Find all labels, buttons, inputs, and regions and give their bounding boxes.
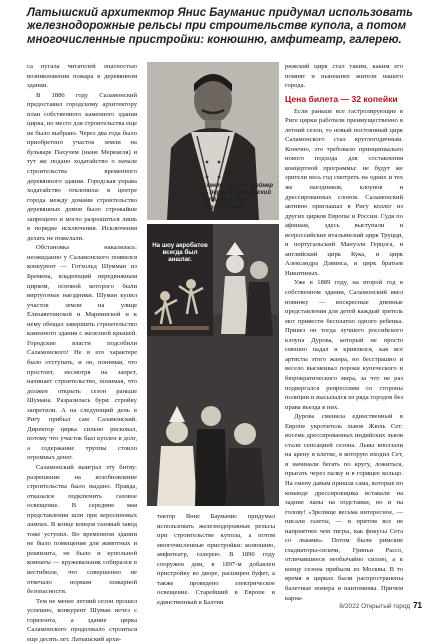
caption-performer: Ахмет Трофим Мейнер — первый латышский артист цирка Саламонского.: [202, 183, 273, 211]
lead-paragraph: Латышский архитектор Янис Бауманис придумал использовать железнодорожные рельсы при строительстве купола, а потом многочисленные пристройки: конюшню, амфитеатр, галерею.: [27, 7, 413, 46]
page-footer: [339, 601, 422, 610]
paragraph: рижский цирк стал таким, каким его помнят и нынешнее жители нашего города.: [285, 63, 403, 90]
paragraph: Саламонский выиграл эту битву: разрешение на возобновление строительства было выдано. Правда, отказался подключить газовое освещение. В середине мая представления шли при керосиновых лампах. В конце концов газовый завод тоже уступил. Во временном здании не было помещения для животных и реквизита, не было и купольной комнаты — кружевальник собирался в вестибюле, что совершенно не отвечало нормам пожарной безопасности.: [27, 463, 137, 596]
acrobat-poster-illustration: [147, 224, 213, 336]
paragraph: В 1886 году Саламонский предоставил городскому архитектору план собственного каменного здания цирка, но место для строительства еще не было выбрано. Через два года было приобретено участок земли на бульваре Пахучем (ныне Мерккеля) и тут же подано ходатайство о начале строительства временного деревянного здания. Городская управа ходатайство отклонила: в центре города между домами строительство деревянных домов было строжайше запрещено и могло разрешиться лишь в порядке исключения. Исключения делать не пожелали.: [27, 91, 137, 242]
photo-circus-trio: [147, 336, 279, 506]
caption-acrobats: На шоу акробатов всегда был аншлаг.: [152, 242, 208, 264]
article-column-right: [285, 62, 403, 602]
section-heading: Цена билета — 32 копейки: [285, 93, 398, 104]
circus-trio-illustration: [147, 336, 279, 506]
page-number: 71: [413, 601, 422, 610]
photo-acrobat-poster: [147, 224, 213, 336]
paragraph: Обстановка накалялась: неожиданно у Саламонского появился конкурент — Готхольд Шумман из Бремена, владеющий передвижным цирком, основой которого были виртуозные наездники. Шуман купил участок земли на улице Елизаветинской и Мариинской и к нему обещал завершить строительство каменного здания с железной крышей. Городские власти подсобили Саламонского! Не в его характере было отступать, и он, понимая, что простоит, несмотря на запрет, начинает строительство, понимая, что должен открыть сезон раньше Шумана. Разразилась буря: стройку запретили. А на следующий день в Ригу прибыл сам Саламонский. Директор цирка сильно рисковал, потому что участок был куплен в долг, а содержание труппы стоило огромных денег.: [27, 244, 137, 462]
paragraph: Уже в 1889 году, на второй год в собственном здании, Саламонский ввел новинку — воскресные дневные представления для детей каждый зритель мог привести бесплатно одного ребенка. Привез он тогда лучшего российского клоуна Дурова, который не просто смешно падал и кривлялся, как все артисты этого жанра, но бесстрашно и весело высмеивал пороки купеческого и бюрократического мира, за что не раз подвергался репрессиям со стороны полиции и высылался из ряда городов без права въезда в них.: [285, 279, 403, 411]
article-column-left: [27, 62, 137, 643]
paragraph: Дурова сменила единственный в Европе укротитель львов Жюль Сет: восемь дрессированных индийских львов стали сенсацией сезона. Львы вползали на арену в клетке, в которую входил Сет, и начинали бегать по кругу, ложиться, прыгать через палку и в горящее кольцо. На смену дамам пришла сама, которые по команде дрессировщика вставали на задние лапы на подставки, но и на голову! «Зрелище весьма интересное, — писали газеты, — и притом все не наприятнее чем тигры, как фокусы Сета со львами». Потом были римские гладиаторы-силачи, Гриньи Рассо, отличавшиеся необычайно силою, а к концу сезона прибыли из Москвы. В то время в цирках были распространены балетные номера и пантомимы. Причем карна-: [285, 413, 403, 602]
paragraph: са пугала читателей опасностью возникновения пожара в деревянном здании.: [27, 63, 137, 90]
paragraph: Если раньше все гастролирующие в Риге цирки работали преимущественно в летний сезон, то новый постоянный цирк Саламонского стал круглогодичным. Конечно, это требовало принципиально нового подхода для составления концертной программы: не будут же зрители весь год смотреть на одних и тех же наездников, клоунов и дрессированных слонов. Саламонский активно приглашал в Ригу коллег из других цирков Европы и России. Судя по афишам, здесь выступали и всероссийские итальянский цирк Труцци, и португальский Мануэля Герцога, и английский цирк Кука, и цирк Александра Дэвинса, и цирк братьев Никитиных.: [285, 107, 403, 277]
paragraph: тектор Янис Бауманис придумал использовать железнодорожные рельсы при строительстве купола, а потом многочисленные пристройки: конюшню, амфитеатр, галерею. В 1890 году сооружен дом, в 1897-м добавлен пристройку во дворе, расширен буфет, а также проведено электрическое освещение. Старейший в Европе и единственный в Балтии: [157, 513, 275, 606]
article-column-middle: [157, 512, 275, 604]
footer-issue: 8/2022 Открытый город: [339, 603, 411, 610]
paragraph: Тем не менее летний сезон прошел успешно, конкурент Шуман исчез с горизонта, а здание цирка Саламонского продолжало строиться еще десять лет. Латышский архи-: [27, 597, 137, 643]
